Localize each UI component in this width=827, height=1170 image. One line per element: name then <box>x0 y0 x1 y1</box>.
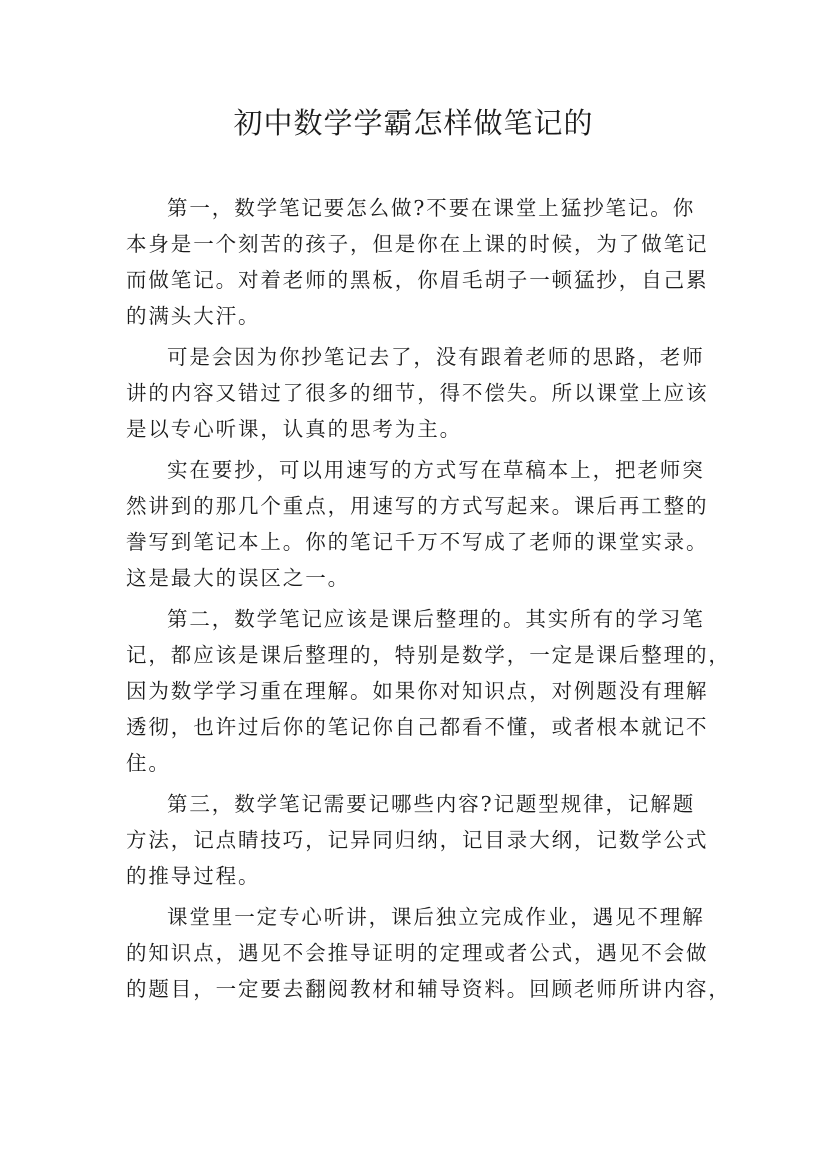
text-line: 方法，记点睛技巧，记异同归纳，记目录大纲，记数学公式 <box>126 828 709 852</box>
text-line: 而做笔记。对着老师的黑板，你眉毛胡子一顿猛抄，自己累 <box>126 268 709 292</box>
text-line: 透彻，也许过后你的笔记你自己都看不懂，或者根本就记不 <box>126 715 709 739</box>
text-line: 课堂里一定专心听讲，课后独立完成作业，遇见不理解 <box>167 905 705 929</box>
text-line: 是以专心听课，认真的思考为主。 <box>126 417 462 441</box>
text-line: 本身是一个刻苦的孩子，但是你在上课的时候，为了做笔记 <box>126 232 709 256</box>
text-line: 这是最大的误区之一。 <box>126 566 350 590</box>
text-line: 记，都应该是课后整理的，特别是数学，一定是课后整理的， <box>126 643 731 667</box>
paragraph <box>126 339 716 447</box>
text-line: 第三，数学笔记需要记哪些内容?记题型规律，记解题 <box>167 792 696 816</box>
text-line: 因为数学学习重在理解。如果你对知识点，对例题没有理解 <box>126 679 709 703</box>
paragraph <box>126 899 731 1007</box>
text-line: 的题目，一定要去翻阅教材和辅导资料。回顾老师所讲内容， <box>126 977 731 1001</box>
text-line: 第二，数学笔记应该是课后整理的。其实所有的学习笔 <box>167 607 705 631</box>
paragraph <box>126 601 731 781</box>
text-line: 讲的内容又错过了很多的细节，得不偿失。所以课堂上应该 <box>126 381 709 405</box>
text-line: 的推导过程。 <box>126 864 261 888</box>
text-line: 的知识点，遇见不会推导证明的定理或者公式，遇见不会做 <box>126 941 709 965</box>
text-line: 第一，数学笔记要怎么做?不要在课堂上猛抄笔记。你 <box>167 196 696 220</box>
text-line: 然讲到的那几个重点，用速写的方式写起来。课后再工整的 <box>126 494 709 518</box>
text-line: 誊写到笔记本上。你的笔记千万不写成了老师的课堂实录。 <box>126 530 709 554</box>
document-title: 初中数学学霸怎样做笔记的 <box>233 106 594 140</box>
paragraph <box>126 190 716 334</box>
document-body <box>126 190 731 1012</box>
paragraph <box>126 452 716 596</box>
text-line: 的满头大汗。 <box>126 304 261 328</box>
text-line: 住。 <box>126 751 171 775</box>
paragraph <box>126 786 716 894</box>
text-line: 实在要抄，可以用速写的方式写在草稿本上，把老师突 <box>167 458 705 482</box>
text-line: 可是会因为你抄笔记去了，没有跟着老师的思路，老师 <box>167 345 705 369</box>
